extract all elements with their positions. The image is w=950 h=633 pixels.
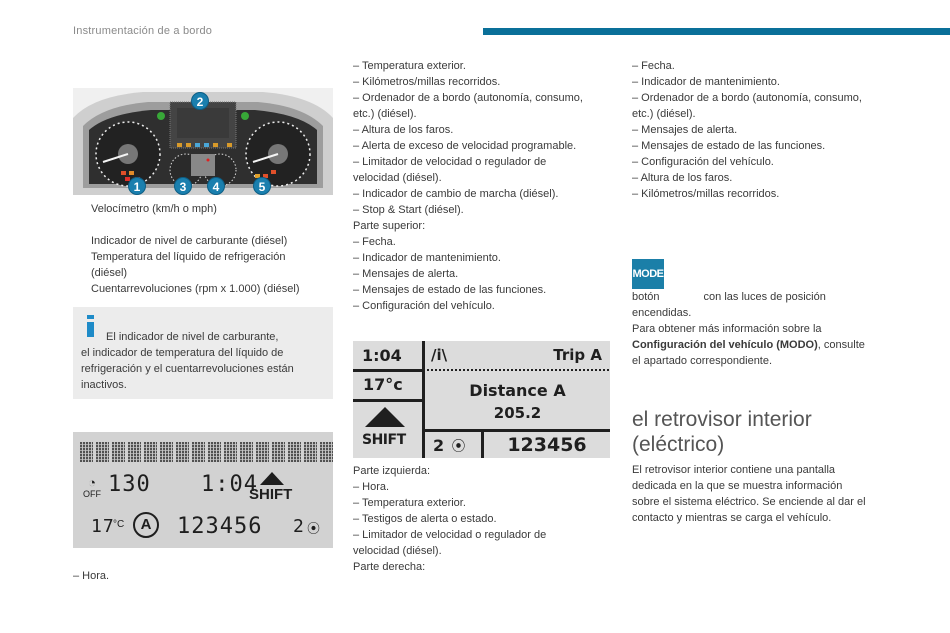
dot-matrix-cell [224,442,237,462]
list-item: – Kilómetros/millas recorridos. [632,188,780,200]
cluster-legend [91,201,331,297]
position-lights-text: con las luces de posición [703,291,826,303]
headlamp-level-icon: ⦿ [447,439,466,455]
info-note-text: el indicador de temperatura del líquido de refrigeración y el cuentarrevoluciones están inactivos. [81,347,294,391]
temp-unit: °C [113,519,125,530]
dot-matrix-cell [240,442,253,462]
list-item: velocidad (diésel). [353,545,442,557]
instruction-line: el apartado correspondiente. [632,355,773,367]
headlamp-level-value: 2 [433,436,445,455]
body-line: El retrovisor interior contiene una pantalla [632,464,836,476]
shift-up-arrow-icon [260,472,284,485]
list-item: etc.) (diésel). [353,108,417,120]
instruction-line: Para obtener más información sobre la [632,323,822,335]
dot-matrix-cell [144,442,157,462]
list-item: – Fecha. [353,236,396,248]
dot-matrix-cell [96,442,109,462]
list-item: – Hora. [353,481,390,493]
body-line: contacto y mientras se carga el vehículo. [632,512,832,524]
body-line: sobre el sistema eléctrico. Se enciende al dar el [632,496,866,508]
callout-badge-2: 2 [191,92,209,110]
list-item: – Limitador de velocidad o regulador de [353,529,547,541]
running-header: Instrumentación de a bordo [73,25,213,37]
legend-line: Cuentarrevoluciones (rpm x 1.000) (diésel) [91,283,300,295]
segment-lcd-display [73,432,333,548]
list-item: etc.) (diésel). [632,108,696,120]
list-item: velocidad (diésel). [353,172,442,184]
road-icon: /i\ [431,346,448,364]
column-2-list [353,58,613,314]
outside-temp-value: 17°c [363,375,403,394]
list-item: – Ordenador de a bordo (autonomía, consumo, [353,92,583,104]
dot-matrix-cell [128,442,141,462]
list-item: – Testigos de alerta o estado. [353,513,497,525]
dot-matrix-cell [288,442,301,462]
list-item: – Indicador de mantenimiento. [632,76,780,88]
clock-value: 1:04 [362,346,402,365]
clock-value: 1:04 [201,472,258,497]
section-title: el retrovisor interior (eléctrico) [632,408,812,456]
list-item: – Altura de los faros. [353,124,454,136]
list-item: – Indicador de cambio de marcha (diésel). [353,188,559,200]
dot-matrix-cell [80,442,93,462]
info-note-first-line: El indicador de nivel de carburante, [106,331,279,343]
odometer-value: 123456 [507,434,587,456]
dot-matrix-cell [272,442,285,462]
subheading: Parte derecha: [353,561,426,573]
speed-value: 130 [108,472,151,497]
list-item: – Hora. [73,570,110,582]
distance-label: Distance A [469,381,566,400]
headlamp-level-icon: ⦿ [307,521,321,536]
body-line: dedicada en la que se muestra información [632,480,843,492]
matrix-lcd-display [353,341,610,458]
list-item: – Altura de los faros. [632,172,733,184]
mode-instructions [632,289,902,369]
list-item: – Configuración del vehículo. [632,156,774,168]
shift-label: SHIFT [362,432,406,448]
callout-badge-1: 1 [128,177,146,195]
vehicle-config-reference: Configuración del vehículo (MODO) [632,339,818,351]
list-item: – Kilómetros/millas recorridos. [353,76,501,88]
dot-matrix-cell [176,442,189,462]
legend-line: (diésel) [91,267,128,279]
list-item: – Alerta de exceso de velocidad programable. [353,140,577,152]
subheading: Parte izquierda: [353,465,431,477]
list-item: – Ordenador de a bordo (autonomía, consumo, [632,92,862,104]
column-3-list [632,58,902,202]
info-icon [87,315,94,337]
headlamp-level-value: 2 [293,516,305,537]
list-item: – Limitador de velocidad o regulador de [353,156,547,168]
odometer-value: 123456 [177,514,263,539]
list-item: – Mensajes de alerta. [632,124,738,136]
dot-matrix-cell [112,442,125,462]
dot-matrix-cell [304,442,317,462]
stop-start-auto-icon: A [133,512,159,538]
dot-matrix-cell [256,442,269,462]
instrument-cluster-figure [73,88,333,195]
subheading: Parte superior: [353,220,426,232]
list-item: – Stop & Start (diésel). [353,204,464,216]
instruction-line: encendidas. [632,307,692,319]
callout-badge-5: 5 [253,177,271,195]
instruction-line: , consulte [817,339,865,351]
legend-line: Temperatura del líquido de refrigeración [91,251,286,263]
section-body [632,462,902,526]
speed-limiter-icon: ◔ OFF [83,475,101,499]
list-item: – Mensajes de estado de las funciones. [353,284,547,296]
shift-up-arrow-icon [365,407,405,427]
shift-label: SHIFT [249,486,293,503]
dot-matrix-cell [192,442,205,462]
callout-badge-3: 3 [174,177,192,195]
list-item: – Fecha. [632,60,675,72]
list-item: – Indicador de mantenimiento. [353,252,501,264]
outside-temp-value: 17 [91,516,115,537]
dot-matrix-cell [160,442,173,462]
list-item: – Mensajes de alerta. [353,268,459,280]
mode-button-icon: MODE [632,259,664,289]
dot-matrix-cell [208,442,221,462]
list-item: – Mensajes de estado de las funciones. [632,140,826,152]
list-item: – Temperatura exterior. [353,497,466,509]
legend-line: Indicador de nivel de carburante (diésel) [91,235,288,247]
dot-matrix-row [80,442,333,462]
info-note-box [73,307,333,399]
list-item: – Configuración del vehículo. [353,300,495,312]
callout-badge-4: 4 [207,177,225,195]
column-2-bottom-list [353,463,613,575]
dot-matrix-cell [320,442,333,462]
legend-line: Velocímetro (km/h o mph) [91,203,217,215]
trip-label: Trip A [553,346,602,364]
distance-value: 205.2 [493,404,542,422]
boton-text: botón [632,291,660,303]
list-item: – Temperatura exterior. [353,60,466,72]
legend-line [91,217,331,233]
header-accent-bar [483,28,950,35]
